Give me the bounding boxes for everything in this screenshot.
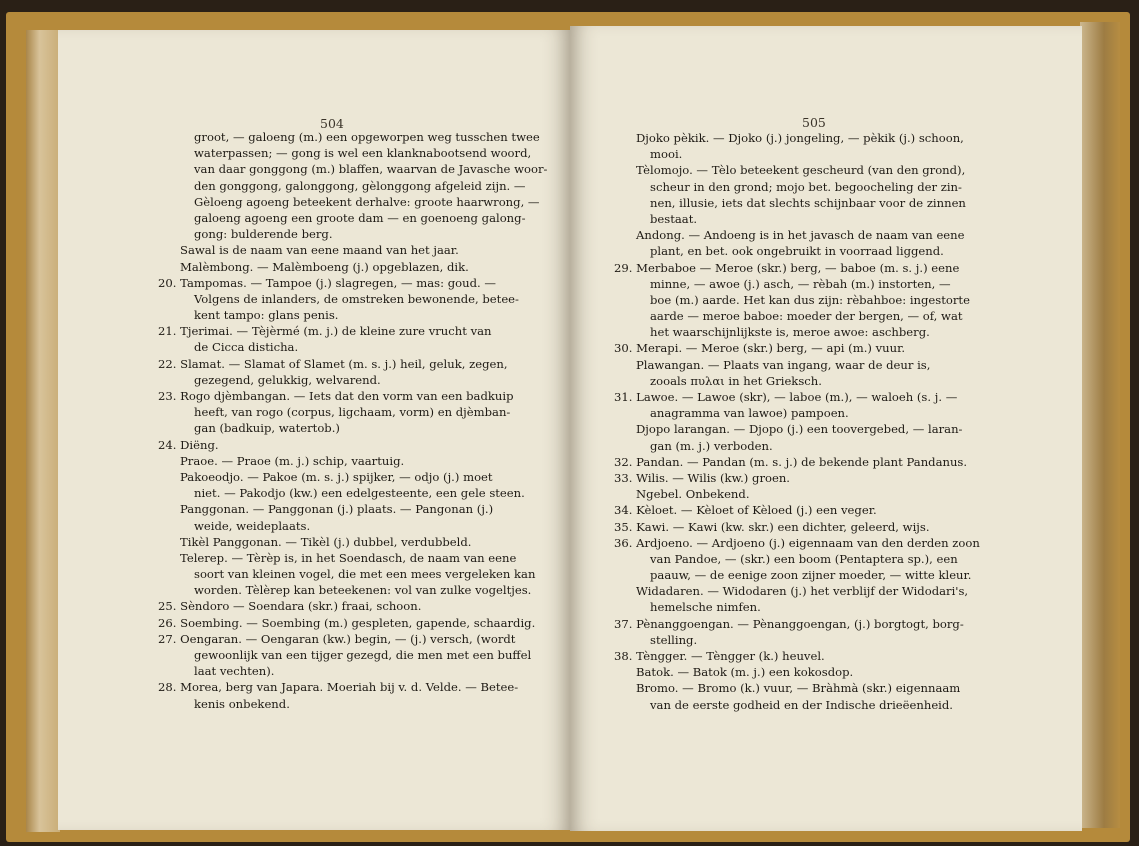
text-line: 38. Tèngger. — Tèngger (k.) heuvel. [614,649,825,663]
text-line: Panggonan. — Panggonan (j.) plaats. — Pangonan (j.) [180,502,494,517]
text-line: Djoko pèkik. — Djoko (j.) jongeling, — pèkik (j.) schoon, [636,131,964,145]
text-line: groot, — galoeng (m.) een opgeworpen weg tusschen twee [194,130,540,144]
text-line: 27. Oengaran. — Oengaran (kw.) begin, — (j.) versch, (wordt [158,631,516,646]
text-line: waterpassen; — gong is wel een klanknabootsend woord, [194,146,532,161]
text-line: 25. Sèndoro — Soendara (skr.) fraai, schoon. [158,599,422,614]
text-line: Gèloeng agoeng beteekent derhalve: groote haarwrong, — [194,194,540,209]
text-line: 21. Tjerimai. — Tèjèrmé (m. j.) de kleine zure vrucht van [158,324,492,339]
text-line: laat vechten). [194,664,275,679]
text-line: van daar gonggong (m.) blaffen, waarvan de Javasche woor- [194,162,548,177]
text-line: weide, weideplaats. [194,518,311,533]
text-line: gong: bulderende berg. [194,227,333,242]
text-line: nen, illusie, iets dat slechts schijnbaar voor de zinnen [650,195,966,210]
text-line: gezegend, gelukkig, welvarend. [194,372,381,387]
text-line: Ngebel. Onbekend. [636,487,750,502]
text-line: kent tampo: glans penis. [194,308,339,323]
text-line: 37. Pènanggoengan. — Pènanggoengan, (j.) borgtogt, borg- [614,616,964,631]
text-line: Bromo. — Bromo (k.) vuur, — Bràhmà (skr.) eigennaam [636,681,961,696]
page-number: 505 [802,115,826,130]
text-line: Widadaren. — Widodaren (j.) het verblijf der Widodari's, [636,584,969,599]
text-line: van de eerste godheid en der Indische drieëenheid. [650,697,953,712]
text-line: 28. Morea, berg van Japara. Moeriah bij v. d. Velde. — Betee- [158,680,519,695]
text-line: 20. Tampomas. — Tampoe (j.) slagregen, — mas: goud. — [158,275,496,290]
text-line: Telerep. — Tèrèp is, in het Soendasch, de naam van eene [180,550,517,565]
text-line: gewoonlijk van een tijger gezegd, die men met een buffel [194,648,532,662]
left-page [58,30,570,830]
text-line: boe (m.) aarde. Het kan dus zijn: rèbahboe: ingestorte [650,292,970,307]
text-line: Malèmbong. — Malèmboeng (j.) opgeblazen, dik. [180,259,469,274]
text-line: worden. Tèlèrep kan beteekenen: vol van zulke vogeltjes. [194,583,532,598]
text-line: Sawal is de naam van eene maand van het jaar. [180,243,459,258]
text-line: minne, — awoe (j.) asch, — rèbah (m.) instorten, — [650,276,951,291]
page-text [158,129,548,712]
text-line: niet. — Pakodjo (kw.) een edelgesteente, een gele steen. [194,486,525,501]
text-line: 32. Pandan. — Pandan (m. s. j.) de bekende plant Pandanus. [614,454,968,469]
text-line: kenis onbekend. [194,696,290,711]
text-line: heeft, van rogo (corpus, ligchaam, vorm) en djèmban- [194,405,511,420]
text-line: 36. Ardjoeno. — Ardjoeno (j.) eigennaam van den derden zoon [614,535,980,550]
text-line: zooals πυλαι in het Grieksch. [650,373,822,388]
text-line: Volgens de inlanders, de omstreken bewonende, betee- [194,291,519,306]
text-line: Plawangan. — Plaats van ingang, waar de deur is, [636,357,931,372]
text-line: 33. Wilis. — Wilis (kw.) groen. [614,470,790,485]
text-line: stelling. [650,632,698,647]
text-line: 31. Lawoe. — Lawoe (skr), — laboe (m.), — waloeh (s. j. — [614,390,958,404]
text-line: Djopo larangan. — Djopo (j.) een toovergebed, — laran- [636,422,963,437]
right-page-edges [1080,22,1120,828]
text-line: 23. Rogo djèmbangan. — Iets dat den vorm van een badkuip [158,389,514,403]
page-text [614,130,982,713]
text-line: van Pandoe, — (skr.) een boom (Pentaptera sp.), een [650,551,958,566]
text-line: Batok. — Batok (m. j.) een kokosdop. [636,665,854,680]
text-line: 26. Soembing. — Soembing (m.) gespleten, gapende, schaardig. [158,615,536,630]
text-line: Andong. — Andoeng is in het javasch de naam van eene [636,228,965,243]
text-line: hemelsche nimfen. [650,600,761,615]
text-line: bestaat. [650,211,698,226]
text-line: anagramma van lawoe) pampoen. [650,406,849,421]
text-line: paauw, — de eenige zoon zijner moeder, — witte kleur. [650,568,972,583]
text-line: galoeng agoeng een groote dam — en goenoeng galong- [194,210,526,225]
text-line: Tèlomojo. — Tèlo beteekent gescheurd (van den grond), [636,163,966,178]
text-line: Pakoeodjo. — Pakoe (m. s. j.) spijker, — odjo (j.) moet [180,469,493,484]
text-line: Tikèl Panggonan. — Tikèl (j.) dubbel, verdubbeld. [180,534,472,549]
text-line: den gonggong, galonggong, gèlonggong afgeleid zijn. — [194,178,526,193]
text-line: 29. Merbaboe — Meroe (skr.) berg, — baboe (m. s. j.) eene [614,260,960,275]
text-line: scheur in den grond; mojo bet. begoocheling der zin- [650,179,962,194]
text-line: mooi. [650,147,683,162]
page-number: 504 [320,116,344,131]
text-line: de Cicca disticha. [194,340,299,355]
text-line: plant, en bet. ook ongebruikt in voorraad liggend. [650,244,944,259]
text-line: soort van kleinen vogel, die met een mees vergeleken kan [194,567,536,582]
text-line: 30. Merapi. — Meroe (skr.) berg, — api (m.) vuur. [614,341,906,356]
text-line: Praoe. — Praoe (m. j.) schip, vaartuig. [180,453,405,468]
text-line: gan (m. j.) verboden. [650,438,773,453]
text-line: gan (badkuip, watertob.) [194,421,340,436]
text-line: 22. Slamat. — Slamat of Slamet (m. s. j.) heil, geluk, zegen, [158,356,508,371]
text-line: 34. Kèloet. — Kèloet of Kèloed (j.) een veger. [614,503,877,518]
text-line: het waarschijnlijkste is, meroe awoe: aschberg. [650,325,930,340]
right-page [570,26,1082,831]
left-page-edges [26,30,60,832]
text-line: 24. Diëng. [158,437,219,452]
text-line: 35. Kawi. — Kawi (kw. skr.) een dichter, geleerd, wijs. [614,519,930,534]
text-line: aarde — meroe baboe: moeder der bergen, — of, wat [650,309,963,324]
